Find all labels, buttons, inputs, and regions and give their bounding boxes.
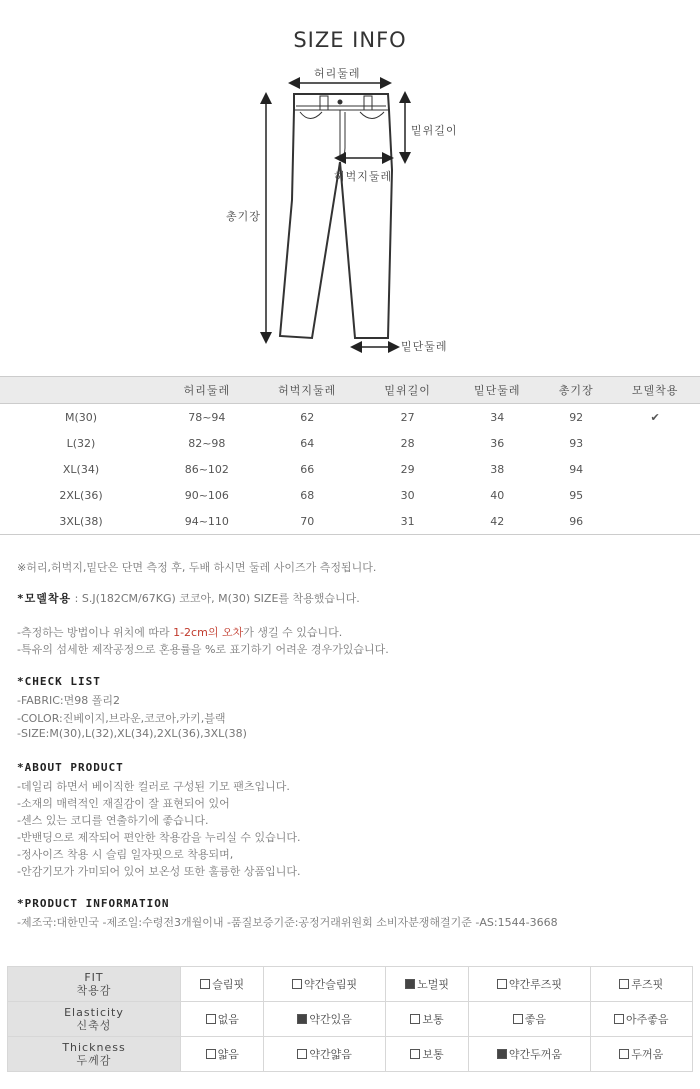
- waist-label: 허리둘레: [314, 67, 361, 80]
- rise-label: 밑위길이: [411, 124, 458, 137]
- elasticity-label-ko: 신축성: [76, 1019, 112, 1032]
- thickness-label: [8, 1037, 181, 1072]
- header-model: 모델착용: [610, 377, 700, 404]
- option-label: 보통: [422, 1048, 444, 1061]
- option-label: 없음: [217, 1013, 239, 1026]
- checkbox-icon: [497, 979, 507, 989]
- model-cell: [610, 482, 700, 508]
- error-note-text: -측정하는 방법이나 위치에 따라: [17, 626, 174, 639]
- list-item: -안감기모가 가미되어 있어 보온성 또한 훌륭한 상품입니다.: [17, 865, 301, 878]
- option-cell: [264, 967, 385, 1002]
- pants-outline-icon: [280, 94, 392, 338]
- header-size: [0, 377, 162, 404]
- checked-box-icon: [497, 1049, 507, 1059]
- model-cell: [610, 508, 700, 535]
- table-row: [0, 456, 700, 482]
- option-label: 슬림핏: [212, 978, 245, 991]
- about-heading: *ABOUT PRODUCT: [17, 761, 124, 774]
- header-length: 총기장: [542, 377, 610, 404]
- elasticity-label: [8, 1002, 181, 1037]
- option-label: 약간얇음: [309, 1048, 352, 1061]
- size-cell: L(32): [66, 436, 96, 450]
- list-item: -데일리 하면서 베이직한 컬러로 구성된 기모 팬츠입니다.: [17, 780, 290, 793]
- thickness-label-ko: 두께감: [76, 1054, 112, 1067]
- header-waist: 허리둘레: [162, 377, 252, 404]
- length-cell: 96: [542, 508, 610, 535]
- list-item: -반밴딩으로 제작되어 편안한 착용감을 누리실 수 있습니다.: [17, 831, 301, 844]
- size-table-header: [0, 377, 700, 404]
- product-info-heading: *PRODUCT INFORMATION: [17, 897, 170, 910]
- list-item: -정사이즈 착용 시 슬림 일자핏으로 착용되며,: [17, 848, 234, 861]
- pants-diagram: [0, 0, 700, 370]
- checkbox-icon: [619, 1049, 629, 1059]
- option-cell: [181, 1037, 264, 1072]
- hem-cell: 40: [490, 488, 505, 502]
- size-cell: M(30): [64, 410, 98, 424]
- checkbox-icon: [614, 1014, 624, 1024]
- size-cell: XL(34): [62, 462, 100, 476]
- size-table: [0, 376, 700, 535]
- fit-label: [8, 967, 181, 1002]
- option-cell: [181, 1002, 264, 1037]
- option-label: 두꺼움: [631, 1048, 664, 1061]
- model-heading: *모델착용: [17, 592, 72, 605]
- thigh-cell: 66: [300, 462, 315, 476]
- option-cell: [264, 1037, 385, 1072]
- checked-box-icon: [297, 1014, 307, 1024]
- checkbox-icon: [200, 979, 210, 989]
- option-cell: [385, 1037, 468, 1072]
- option-cell: [469, 967, 590, 1002]
- rise-cell: 30: [400, 488, 415, 502]
- checkbox-icon: [410, 1014, 420, 1024]
- option-label: 아주좋음: [626, 1013, 669, 1026]
- length-cell: 93: [569, 436, 584, 450]
- checkbox-icon: [292, 979, 302, 989]
- elasticity-label-en: Elasticity: [64, 1006, 124, 1019]
- option-cell: [181, 967, 264, 1002]
- rise-cell: 27: [400, 410, 415, 424]
- error-note-2: -특유의 섬세한 제작공정으로 혼용률을 %로 표기하기 어려운 경우가있습니다.: [17, 643, 389, 656]
- waist-cell: 90~106: [184, 488, 229, 502]
- option-cell: [590, 1037, 692, 1072]
- option-cell: [590, 1002, 692, 1037]
- fit-table: [7, 966, 693, 1072]
- checkbox-icon: [513, 1014, 523, 1024]
- list-item: -소재의 매력적인 재질감이 잘 표현되어 있어: [17, 797, 230, 810]
- option-cell: [469, 1002, 590, 1037]
- checkbox-icon: [297, 1049, 307, 1059]
- thigh-cell: 62: [300, 410, 315, 424]
- list-item: -SIZE:M(30),L(32),XL(34),2XL(36),3XL(38): [17, 727, 247, 740]
- option-cell: [590, 967, 692, 1002]
- fit-row: [8, 967, 693, 1002]
- measure-note: ※허리,허벅지,밑단은 단면 측정 후, 두배 하시면 둘레 사이즈가 측정됩니다.: [17, 561, 377, 574]
- option-label: 노멀핏: [417, 978, 449, 991]
- option-cell: [385, 1002, 468, 1037]
- thigh-cell: 68: [300, 488, 315, 502]
- option-label: 좋음: [524, 1013, 547, 1026]
- checkbox-icon: [206, 1014, 216, 1024]
- table-row: [0, 430, 700, 456]
- checkbox-icon: [619, 979, 629, 989]
- option-label: 얇음: [217, 1048, 239, 1061]
- hem-cell: 42: [452, 508, 542, 535]
- hem-cell: 36: [490, 436, 505, 450]
- hem-cell: 38: [490, 462, 505, 476]
- table-row: [0, 404, 700, 431]
- hem-label: 밑단둘레: [401, 340, 448, 353]
- table-row: [0, 508, 700, 535]
- checkbox-icon: [206, 1049, 216, 1059]
- table-row: [0, 482, 700, 508]
- error-note-1: [17, 624, 342, 640]
- header-rise: 밑위길이: [363, 377, 453, 404]
- option-label: 약간두꺼움: [508, 1048, 562, 1061]
- length-cell: 94: [569, 462, 584, 476]
- thickness-row: [8, 1037, 693, 1072]
- check-list-heading: *CHECK LIST: [17, 675, 101, 688]
- option-label: 약간슬림핏: [304, 978, 358, 991]
- size-cell: 2XL(36): [59, 488, 103, 502]
- list-item: -FABRIC:면98 폴리2: [17, 694, 121, 707]
- option-label: 루즈핏: [631, 978, 664, 991]
- model-cell: [610, 456, 700, 482]
- hem-cell: 34: [490, 410, 505, 424]
- thigh-cell: 70: [252, 508, 363, 535]
- option-label: 약간있음: [309, 1013, 352, 1026]
- waist-cell: 94~110: [162, 508, 252, 535]
- option-cell: [469, 1037, 590, 1072]
- waist-cell: 86~102: [184, 462, 229, 476]
- size-cell: 3XL(38): [0, 508, 162, 535]
- length-label: 총기장: [226, 210, 261, 223]
- option-label: 보통: [422, 1013, 444, 1026]
- model-text: : S.J(182CM/67KG) 코코아, M(30) SIZE를 착용했습니다.: [74, 592, 360, 605]
- header-thigh: 허벅지둘레: [252, 377, 363, 404]
- model-cell: [610, 430, 700, 456]
- thigh-cell: 64: [300, 436, 315, 450]
- list-item: -센스 있는 코디를 연출하기에 좋습니다.: [17, 814, 209, 827]
- length-cell: 95: [569, 488, 584, 502]
- thigh-label: 허벅지둘레: [334, 170, 393, 183]
- page-title: SIZE INFO: [293, 28, 407, 52]
- fit-label-en: FIT: [84, 971, 104, 984]
- elasticity-row: [8, 1002, 693, 1037]
- checkbox-icon: [410, 1049, 420, 1059]
- option-label: 약간루즈핏: [508, 978, 562, 991]
- error-note-text-end: 가 생길 수 있습니다.: [243, 626, 343, 639]
- rise-cell: 31: [363, 508, 453, 535]
- list-item: -COLOR:진베이지,브라운,코코아,카키,블랙: [17, 712, 226, 725]
- length-cell: 92: [569, 410, 584, 424]
- checked-box-icon: [405, 979, 415, 989]
- rise-cell: 28: [400, 436, 415, 450]
- thickness-label-en: Thickness: [62, 1041, 126, 1054]
- error-range-highlight: 1-2cm의 오차: [173, 626, 244, 639]
- model-info: [17, 590, 360, 606]
- waist-cell: 78~94: [188, 410, 226, 424]
- product-info-text: -제조국:대한민국 -제조일:수령전3개월이내 -품질보증기준:공정거래위원회 소비자분쟁해결기준 -AS:1544-3668: [17, 916, 558, 929]
- option-cell: [264, 1002, 385, 1037]
- waist-cell: 82~98: [188, 436, 226, 450]
- checkmark-icon: ✔: [650, 410, 660, 424]
- rise-cell: 29: [400, 462, 415, 476]
- option-cell: [385, 967, 468, 1002]
- fit-label-ko: 착용감: [76, 984, 112, 997]
- header-hem: 밑단둘레: [452, 377, 542, 404]
